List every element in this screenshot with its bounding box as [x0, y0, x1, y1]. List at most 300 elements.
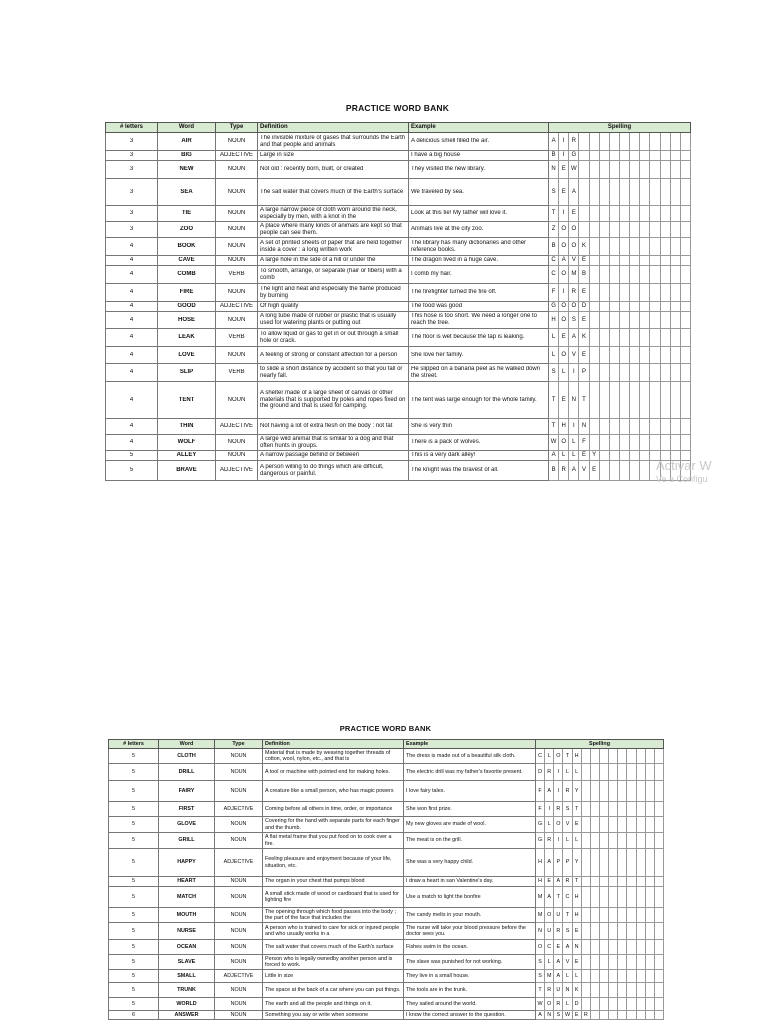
spelling-box[interactable] — [600, 833, 609, 848]
spelling-box[interactable] — [582, 983, 591, 997]
spelling-box[interactable] — [640, 302, 650, 311]
spelling-box[interactable] — [627, 983, 636, 997]
spelling-box[interactable] — [610, 266, 620, 283]
spelling-box[interactable] — [600, 998, 609, 1010]
spelling-box[interactable] — [650, 435, 660, 450]
spelling-box[interactable] — [620, 266, 630, 283]
spelling-box[interactable] — [646, 817, 655, 832]
spelling-box[interactable] — [610, 284, 620, 301]
spelling-box[interactable] — [582, 802, 591, 816]
spelling-box[interactable] — [590, 312, 600, 328]
spelling-box[interactable] — [671, 206, 681, 221]
spelling-box[interactable] — [681, 266, 690, 283]
spelling-box[interactable] — [640, 256, 650, 265]
spelling-box[interactable] — [620, 238, 630, 255]
spelling-box[interactable] — [637, 998, 646, 1010]
spelling-box[interactable] — [600, 940, 609, 954]
spelling-box[interactable] — [640, 364, 650, 381]
spelling-box[interactable] — [618, 849, 627, 876]
spelling-box[interactable] — [591, 781, 600, 801]
spelling-box[interactable] — [637, 970, 646, 982]
spelling-box[interactable] — [640, 151, 650, 160]
spelling-box[interactable] — [671, 179, 681, 205]
spelling-box[interactable] — [600, 256, 610, 265]
spelling-box[interactable] — [600, 133, 610, 150]
spelling-box[interactable] — [618, 970, 627, 982]
spelling-box[interactable] — [610, 151, 620, 160]
spelling-box[interactable] — [591, 849, 600, 876]
spelling-box[interactable] — [630, 222, 640, 237]
spelling-box[interactable] — [609, 802, 618, 816]
spelling-box[interactable] — [630, 179, 640, 205]
spelling-box[interactable] — [609, 749, 618, 763]
spelling-box[interactable] — [661, 364, 671, 381]
spelling-box[interactable] — [630, 266, 640, 283]
spelling-box[interactable] — [591, 983, 600, 997]
spelling-box[interactable] — [609, 970, 618, 982]
spelling-box[interactable] — [671, 347, 681, 363]
spelling-box[interactable] — [640, 133, 650, 150]
spelling-box[interactable] — [591, 833, 600, 848]
spelling-box[interactable] — [630, 329, 640, 346]
spelling-box[interactable] — [600, 266, 610, 283]
spelling-box[interactable] — [630, 451, 640, 460]
spelling-box[interactable] — [681, 179, 690, 205]
spelling-box[interactable] — [620, 179, 630, 205]
spelling-box[interactable] — [591, 923, 600, 939]
spelling-box[interactable] — [637, 849, 646, 876]
spelling-box[interactable] — [590, 302, 600, 311]
spelling-box[interactable] — [618, 749, 627, 763]
spelling-box[interactable] — [681, 435, 690, 450]
spelling-box[interactable] — [661, 222, 671, 237]
spelling-box[interactable] — [650, 382, 660, 418]
spelling-box[interactable] — [671, 151, 681, 160]
spelling-box[interactable] — [646, 833, 655, 848]
spelling-box[interactable] — [681, 151, 690, 160]
spelling-box[interactable] — [661, 133, 671, 150]
spelling-box[interactable] — [646, 1011, 655, 1019]
spelling-box[interactable] — [646, 998, 655, 1010]
spelling-box[interactable] — [600, 749, 609, 763]
spelling-box[interactable] — [640, 161, 650, 178]
spelling-box[interactable] — [671, 312, 681, 328]
spelling-box[interactable] — [582, 817, 591, 832]
spelling-box[interactable] — [609, 764, 618, 780]
spelling-box[interactable] — [646, 983, 655, 997]
spelling-box[interactable] — [640, 266, 650, 283]
spelling-box[interactable] — [600, 461, 610, 480]
spelling-box[interactable] — [655, 998, 663, 1010]
spelling-box[interactable] — [582, 833, 591, 848]
spelling-box[interactable] — [637, 983, 646, 997]
spelling-box[interactable] — [630, 238, 640, 255]
spelling-box[interactable] — [627, 887, 636, 907]
spelling-box[interactable] — [590, 222, 600, 237]
spelling-box[interactable] — [646, 908, 655, 922]
spelling-box[interactable] — [579, 133, 589, 150]
spelling-box[interactable] — [620, 419, 630, 434]
spelling-box[interactable] — [609, 940, 618, 954]
spelling-box[interactable] — [627, 955, 636, 969]
spelling-box[interactable] — [650, 222, 660, 237]
spelling-box[interactable] — [655, 749, 663, 763]
spelling-box[interactable] — [600, 161, 610, 178]
spelling-box[interactable] — [650, 266, 660, 283]
spelling-box[interactable] — [600, 802, 609, 816]
spelling-box[interactable] — [640, 222, 650, 237]
spelling-box[interactable] — [655, 908, 663, 922]
spelling-box[interactable] — [620, 206, 630, 221]
spelling-box[interactable] — [637, 955, 646, 969]
spelling-box[interactable] — [671, 222, 681, 237]
spelling-box[interactable] — [590, 238, 600, 255]
spelling-box[interactable] — [637, 781, 646, 801]
spelling-box[interactable] — [618, 998, 627, 1010]
spelling-box[interactable] — [655, 877, 663, 886]
spelling-box[interactable] — [630, 347, 640, 363]
spelling-box[interactable] — [671, 382, 681, 418]
spelling-box[interactable] — [591, 764, 600, 780]
spelling-box[interactable] — [609, 923, 618, 939]
spelling-box[interactable] — [600, 347, 610, 363]
spelling-box[interactable] — [630, 151, 640, 160]
spelling-box[interactable] — [600, 849, 609, 876]
spelling-box[interactable] — [582, 887, 591, 907]
spelling-box[interactable] — [637, 749, 646, 763]
spelling-box[interactable] — [600, 151, 610, 160]
spelling-box[interactable] — [681, 238, 690, 255]
spelling-box[interactable] — [600, 382, 610, 418]
spelling-box[interactable] — [618, 887, 627, 907]
spelling-box[interactable] — [655, 940, 663, 954]
spelling-box[interactable] — [579, 161, 589, 178]
spelling-box[interactable] — [640, 419, 650, 434]
spelling-box[interactable] — [590, 329, 600, 346]
spelling-box[interactable] — [610, 364, 620, 381]
spelling-box[interactable] — [661, 238, 671, 255]
spelling-box[interactable] — [591, 749, 600, 763]
spelling-box[interactable] — [582, 955, 591, 969]
spelling-box[interactable] — [609, 877, 618, 886]
spelling-box[interactable] — [627, 849, 636, 876]
spelling-box[interactable] — [681, 133, 690, 150]
spelling-box[interactable] — [650, 329, 660, 346]
spelling-box[interactable] — [630, 302, 640, 311]
spelling-box[interactable] — [618, 983, 627, 997]
spelling-box[interactable] — [655, 955, 663, 969]
spelling-box[interactable] — [637, 908, 646, 922]
spelling-box[interactable] — [620, 133, 630, 150]
spelling-box[interactable] — [637, 940, 646, 954]
spelling-box[interactable] — [609, 849, 618, 876]
spelling-box[interactable] — [618, 764, 627, 780]
spelling-box[interactable] — [620, 329, 630, 346]
spelling-box[interactable] — [618, 923, 627, 939]
spelling-box[interactable] — [661, 312, 671, 328]
spelling-box[interactable] — [646, 887, 655, 907]
spelling-box[interactable] — [630, 382, 640, 418]
spelling-box[interactable] — [600, 284, 610, 301]
spelling-box[interactable] — [620, 364, 630, 381]
spelling-box[interactable] — [609, 887, 618, 907]
spelling-box[interactable] — [650, 151, 660, 160]
spelling-box[interactable] — [671, 329, 681, 346]
spelling-box[interactable] — [610, 222, 620, 237]
spelling-box[interactable] — [600, 1011, 609, 1019]
spelling-box[interactable] — [655, 833, 663, 848]
spelling-box[interactable] — [671, 238, 681, 255]
spelling-box[interactable] — [661, 419, 671, 434]
spelling-box[interactable] — [646, 923, 655, 939]
spelling-box[interactable] — [630, 161, 640, 178]
spelling-box[interactable] — [618, 940, 627, 954]
spelling-box[interactable] — [620, 302, 630, 311]
spelling-box[interactable] — [591, 887, 600, 907]
spelling-box[interactable] — [627, 970, 636, 982]
spelling-box[interactable] — [590, 419, 600, 434]
spelling-box[interactable] — [671, 364, 681, 381]
spelling-box[interactable] — [630, 206, 640, 221]
spelling-box[interactable] — [650, 312, 660, 328]
spelling-box[interactable] — [620, 435, 630, 450]
spelling-box[interactable] — [620, 461, 630, 480]
spelling-box[interactable] — [640, 435, 650, 450]
spelling-box[interactable] — [681, 284, 690, 301]
spelling-box[interactable] — [671, 161, 681, 178]
spelling-box[interactable] — [671, 266, 681, 283]
spelling-box[interactable] — [610, 312, 620, 328]
spelling-box[interactable] — [618, 877, 627, 886]
spelling-box[interactable] — [681, 364, 690, 381]
spelling-box[interactable] — [600, 877, 609, 886]
spelling-box[interactable] — [600, 817, 609, 832]
spelling-box[interactable] — [627, 833, 636, 848]
spelling-box[interactable] — [610, 382, 620, 418]
spelling-box[interactable] — [582, 764, 591, 780]
spelling-box[interactable] — [600, 764, 609, 780]
spelling-box[interactable] — [655, 887, 663, 907]
spelling-box[interactable] — [637, 833, 646, 848]
spelling-box[interactable] — [640, 238, 650, 255]
spelling-box[interactable] — [630, 435, 640, 450]
spelling-box[interactable] — [650, 161, 660, 178]
spelling-box[interactable] — [661, 179, 671, 205]
spelling-box[interactable] — [600, 887, 609, 907]
spelling-box[interactable] — [646, 970, 655, 982]
spelling-box[interactable] — [671, 435, 681, 450]
spelling-box[interactable] — [600, 451, 610, 460]
spelling-box[interactable] — [590, 364, 600, 381]
spelling-box[interactable] — [620, 256, 630, 265]
spelling-box[interactable] — [671, 133, 681, 150]
spelling-box[interactable] — [630, 461, 640, 480]
spelling-box[interactable] — [655, 817, 663, 832]
spelling-box[interactable] — [591, 1011, 600, 1019]
spelling-box[interactable] — [627, 817, 636, 832]
spelling-box[interactable] — [627, 764, 636, 780]
spelling-box[interactable] — [620, 312, 630, 328]
spelling-box[interactable] — [582, 877, 591, 886]
spelling-box[interactable] — [640, 451, 650, 460]
spelling-box[interactable] — [600, 364, 610, 381]
spelling-box[interactable] — [646, 781, 655, 801]
spelling-box[interactable] — [681, 256, 690, 265]
spelling-box[interactable] — [637, 764, 646, 780]
spelling-box[interactable] — [590, 256, 600, 265]
spelling-box[interactable] — [618, 802, 627, 816]
spelling-box[interactable] — [650, 179, 660, 205]
spelling-box[interactable] — [579, 179, 589, 205]
spelling-box[interactable] — [681, 382, 690, 418]
spelling-box[interactable] — [620, 347, 630, 363]
spelling-box[interactable] — [655, 1011, 663, 1019]
spelling-box[interactable] — [610, 206, 620, 221]
spelling-box[interactable] — [640, 206, 650, 221]
spelling-box[interactable] — [600, 419, 610, 434]
spelling-box[interactable] — [609, 998, 618, 1010]
spelling-box[interactable] — [610, 419, 620, 434]
spelling-box[interactable] — [590, 347, 600, 363]
spelling-box[interactable] — [637, 1011, 646, 1019]
spelling-box[interactable] — [655, 781, 663, 801]
spelling-box[interactable] — [681, 302, 690, 311]
spelling-box[interactable] — [640, 329, 650, 346]
spelling-box[interactable] — [640, 179, 650, 205]
spelling-box[interactable] — [630, 364, 640, 381]
spelling-box[interactable] — [582, 923, 591, 939]
spelling-box[interactable] — [627, 781, 636, 801]
spelling-box[interactable] — [591, 970, 600, 982]
spelling-box[interactable] — [650, 256, 660, 265]
spelling-box[interactable] — [650, 238, 660, 255]
spelling-box[interactable] — [671, 302, 681, 311]
spelling-box[interactable] — [661, 256, 671, 265]
spelling-box[interactable] — [590, 161, 600, 178]
spelling-box[interactable] — [640, 312, 650, 328]
spelling-box[interactable] — [579, 222, 589, 237]
spelling-box[interactable] — [600, 206, 610, 221]
spelling-box[interactable] — [630, 284, 640, 301]
spelling-box[interactable] — [590, 435, 600, 450]
spelling-box[interactable] — [661, 382, 671, 418]
spelling-box[interactable] — [671, 256, 681, 265]
spelling-box[interactable] — [600, 312, 610, 328]
spelling-box[interactable] — [618, 781, 627, 801]
spelling-box[interactable] — [590, 284, 600, 301]
spelling-box[interactable] — [640, 284, 650, 301]
spelling-box[interactable] — [640, 347, 650, 363]
spelling-box[interactable] — [681, 419, 690, 434]
spelling-box[interactable] — [646, 940, 655, 954]
spelling-box[interactable] — [671, 284, 681, 301]
spelling-box[interactable] — [600, 983, 609, 997]
spelling-box[interactable] — [627, 998, 636, 1010]
spelling-box[interactable] — [630, 419, 640, 434]
spelling-box[interactable] — [579, 151, 589, 160]
spelling-box[interactable] — [591, 802, 600, 816]
spelling-box[interactable] — [610, 133, 620, 150]
spelling-box[interactable] — [591, 940, 600, 954]
spelling-box[interactable] — [610, 435, 620, 450]
spelling-box[interactable] — [609, 817, 618, 832]
spelling-box[interactable] — [650, 302, 660, 311]
spelling-box[interactable] — [582, 781, 591, 801]
spelling-box[interactable] — [618, 908, 627, 922]
spelling-box[interactable] — [618, 1011, 627, 1019]
spelling-box[interactable] — [627, 749, 636, 763]
spelling-box[interactable] — [630, 133, 640, 150]
spelling-box[interactable] — [579, 206, 589, 221]
spelling-box[interactable] — [609, 781, 618, 801]
spelling-box[interactable] — [610, 347, 620, 363]
spelling-box[interactable] — [650, 364, 660, 381]
spelling-box[interactable] — [681, 161, 690, 178]
spelling-box[interactable] — [620, 382, 630, 418]
spelling-box[interactable] — [620, 284, 630, 301]
spelling-box[interactable] — [582, 908, 591, 922]
spelling-box[interactable] — [650, 347, 660, 363]
spelling-box[interactable] — [582, 998, 591, 1010]
spelling-box[interactable] — [661, 266, 671, 283]
spelling-box[interactable] — [600, 923, 609, 939]
spelling-box[interactable] — [671, 419, 681, 434]
spelling-box[interactable] — [600, 781, 609, 801]
spelling-box[interactable] — [609, 1011, 618, 1019]
spelling-box[interactable] — [646, 749, 655, 763]
spelling-box[interactable] — [600, 970, 609, 982]
spelling-box[interactable] — [655, 849, 663, 876]
spelling-box[interactable] — [610, 256, 620, 265]
spelling-box[interactable] — [627, 923, 636, 939]
spelling-box[interactable] — [590, 206, 600, 221]
spelling-box[interactable] — [661, 435, 671, 450]
spelling-box[interactable] — [609, 983, 618, 997]
spelling-box[interactable] — [627, 877, 636, 886]
spelling-box[interactable] — [637, 802, 646, 816]
spelling-box[interactable] — [637, 887, 646, 907]
spelling-box[interactable] — [630, 256, 640, 265]
spelling-box[interactable] — [610, 461, 620, 480]
spelling-box[interactable] — [620, 222, 630, 237]
spelling-box[interactable] — [627, 908, 636, 922]
spelling-box[interactable] — [591, 998, 600, 1010]
spelling-box[interactable] — [582, 940, 591, 954]
spelling-box[interactable] — [618, 955, 627, 969]
spelling-box[interactable] — [610, 329, 620, 346]
spelling-box[interactable] — [591, 908, 600, 922]
spelling-box[interactable] — [646, 955, 655, 969]
spelling-box[interactable] — [620, 161, 630, 178]
spelling-box[interactable] — [661, 284, 671, 301]
spelling-box[interactable] — [600, 435, 610, 450]
spelling-box[interactable] — [582, 749, 591, 763]
spelling-box[interactable] — [655, 802, 663, 816]
spelling-box[interactable] — [640, 461, 650, 480]
spelling-box[interactable] — [661, 206, 671, 221]
spelling-box[interactable] — [590, 151, 600, 160]
spelling-box[interactable] — [600, 329, 610, 346]
spelling-box[interactable] — [627, 940, 636, 954]
spelling-box[interactable] — [591, 877, 600, 886]
spelling-box[interactable] — [600, 238, 610, 255]
spelling-box[interactable] — [620, 151, 630, 160]
spelling-box[interactable] — [650, 133, 660, 150]
spelling-box[interactable] — [620, 451, 630, 460]
spelling-box[interactable] — [610, 238, 620, 255]
spelling-box[interactable] — [610, 161, 620, 178]
spelling-box[interactable] — [637, 877, 646, 886]
